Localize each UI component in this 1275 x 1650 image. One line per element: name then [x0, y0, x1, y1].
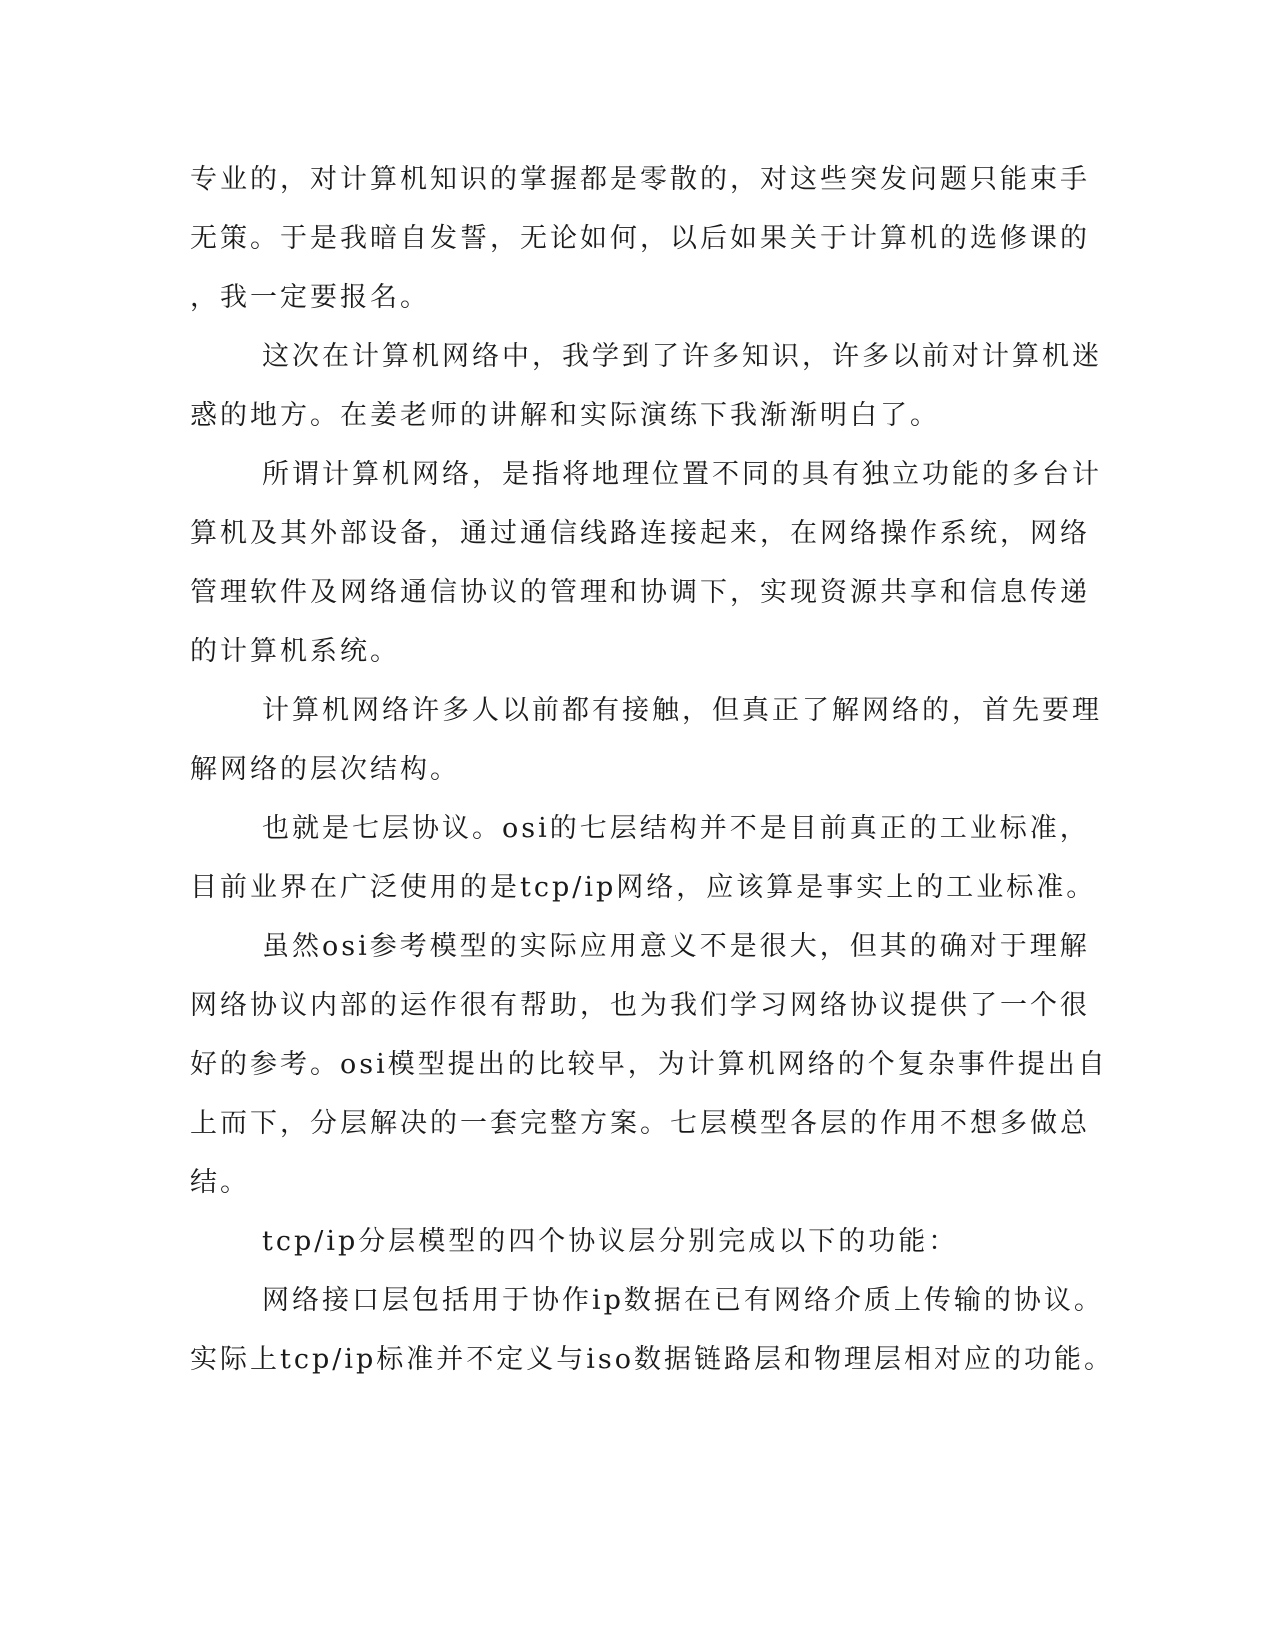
text-line: 上而下，分层解决的一套完整方案。七层模型各层的作用不想多做总: [190, 1108, 1090, 1139]
text-line: 也就是七层协议。osi的七层结构并不是目前真正的工业标准，: [262, 813, 1090, 844]
text-line: 结。: [190, 1167, 250, 1198]
text-line: 计算机网络许多人以前都有接触，但真正了解网络的，首先要理: [262, 695, 1102, 726]
text-line: 解网络的层次结构。: [190, 754, 460, 785]
text-line: 虽然osi参考模型的实际应用意义不是很大，但其的确对于理解: [262, 931, 1090, 962]
text-line: 惑的地方。在姜老师的讲解和实际演练下我渐渐明白了。: [190, 400, 940, 431]
text-line: 实际上tcp/ip标准并不定义与iso数据链路层和物理层相对应的功能。: [190, 1344, 1115, 1375]
text-line: 的计算机系统。: [190, 636, 400, 667]
text-line: 目前业界在广泛使用的是tcp/ip网络，应该算是事实上的工业标准。: [190, 872, 1097, 903]
text-line: ，我一定要报名。: [190, 282, 430, 313]
text-line: 管理软件及网络通信协议的管理和协调下，实现资源共享和信息传递: [190, 577, 1090, 608]
text-line: 算机及其外部设备，通过通信线路连接起来，在网络操作系统，网络: [190, 518, 1090, 549]
text-line: 好的参考。osi模型提出的比较早，为计算机网络的个复杂事件提出自: [190, 1049, 1108, 1080]
text-line: 所谓计算机网络，是指将地理位置不同的具有独立功能的多台计: [262, 459, 1102, 490]
text-line: 这次在计算机网络中，我学到了许多知识，许多以前对计算机迷: [262, 341, 1102, 372]
text-line: 网络协议内部的运作很有帮助，也为我们学习网络协议提供了一个很: [190, 990, 1090, 1021]
text-line: tcp/ip分层模型的四个协议层分别完成以下的功能：: [262, 1226, 959, 1257]
text-line: 专业的，对计算机知识的掌握都是零散的，对这些突发问题只能束手: [190, 164, 1090, 195]
text-line: 无策。于是我暗自发誓，无论如何，以后如果关于计算机的选修课的: [190, 223, 1090, 254]
text-line: 网络接口层包括用于协作ip数据在已有网络介质上传输的协议。: [262, 1285, 1104, 1316]
